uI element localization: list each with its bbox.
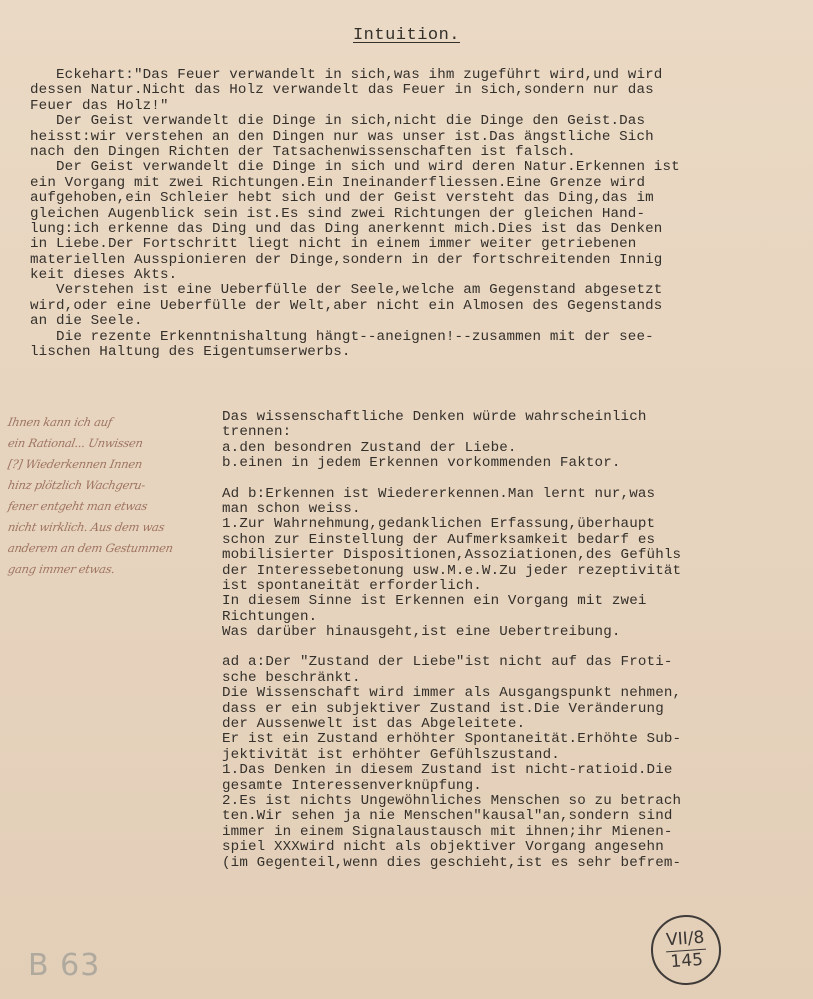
- margin-note-line: anderem an dem Gestummen: [6, 541, 175, 555]
- margin-note-line: [?] Wiederkennen Innen: [6, 457, 144, 471]
- text-line: 2.Es ist nichts Ungewöhnliches Menschen so zu betrach: [222, 792, 682, 809]
- margin-note-line: Ihnen kann ich auf: [6, 415, 114, 429]
- text-line: a.den besondren Zustand der Liebe.: [222, 439, 517, 456]
- text-line: jektivität ist erhöhter Gefühlszustand.: [222, 746, 560, 763]
- text-line: Die Wissenschaft wird immer als Ausgangspunkt nehmen,: [222, 685, 682, 702]
- handwritten-margin-note: [8, 412, 218, 580]
- text-line: (im Gegenteil,wenn dies geschieht,ist es sehr befrem-: [222, 854, 682, 871]
- text-line: wird,oder eine Ueberfülle der Welt,aber nicht ein Almosen des Gegenstands: [30, 297, 663, 314]
- text-line: Was darüber hinausgeht,ist eine Uebertreibung.: [222, 624, 621, 641]
- text-line: Eckehart:"Das Feuer verwandelt in sich,was ihm zugeführt wird,und wird: [30, 67, 663, 83]
- page-title: Intuition.: [352, 26, 461, 45]
- text-line: In diesem Sinne ist Erkennen ein Vorgang mit zwei: [222, 593, 647, 610]
- text-line: Feuer das Holz!": [30, 97, 169, 114]
- text-line: Er ist ein Zustand erhöhter Spontaneität.Erhöhte Sub-: [222, 731, 682, 748]
- text-line: der Interessebetonung usw.M.e.W.Zu jeder rezeptivität: [222, 562, 682, 579]
- text-line: materiellen Ausspionieren der Dinge,sondern in der fortschreitenden Innig: [30, 251, 663, 268]
- text-line: Der Geist verwandelt die Dinge in sich,nicht die Dinge den Geist.Das: [30, 113, 646, 130]
- text-line: ist spontaneität erforderlich.: [222, 577, 482, 594]
- text-line: aufgehoben,ein Schleier hebt sich und der Geist versteht das Ding,das im: [30, 190, 654, 207]
- text-line: heisst:wir verstehen an den Dingen nur was unser ist.Das ängstliche Sich: [30, 128, 654, 145]
- stamp-bottom-number: 145: [669, 949, 704, 972]
- main-text-block: [30, 68, 790, 360]
- margin-note-line: fener entgeht man etwas: [6, 499, 149, 513]
- text-line: mobilisierter Dispositionen,Assoziationen,des Gefühls: [222, 547, 682, 564]
- stamp-top-number: VII/8: [665, 927, 705, 950]
- text-line: Ad b:Erkennen ist Wiedererkennen.Man lernt nur,was: [222, 485, 656, 502]
- text-line: lischen Haltung des Eigentumserwerbs.: [30, 344, 351, 361]
- text-line: Das wissenschaftliche Denken würde wahrscheinlich: [222, 409, 647, 425]
- margin-note-line: nicht wirklich. Aus dem was: [6, 520, 166, 534]
- text-line: der Aussenwelt ist das Abgeleitete.: [222, 716, 526, 733]
- text-line: Der Geist verwandelt die Dinge in sich und wird deren Natur.Erkennen ist: [30, 159, 680, 176]
- text-line: lung:ich erkenne das Ding und das Ding anerkennt mich.Dies ist das Denken: [30, 220, 663, 237]
- text-line: Verstehen ist eine Ueberfülle der Seele,welche am Gegenstand abgesetzt: [30, 282, 663, 299]
- text-line: ein Vorgang mit zwei Richtungen.Ein Ineinanderfliessen.Eine Grenze wird: [30, 174, 646, 191]
- text-line: Die rezente Erkenntnishaltung hängt--aneignen!--zusammen mit der see-: [30, 328, 654, 345]
- margin-note-line: ein Rational... Unwissen: [6, 436, 144, 450]
- text-line: b.einen in jedem Erkennen vorkommenden Faktor.: [222, 455, 621, 472]
- text-line: nach den Dingen Richten der Tatsachenwissenschaften ist falsch.: [30, 143, 576, 160]
- margin-note-line: hinz plötzlich Wachgeru-: [6, 478, 147, 492]
- text-line: ad a:Der "Zustand der Liebe"ist nicht auf das Froti-: [222, 654, 673, 671]
- text-line: sche beschränkt.: [222, 669, 361, 686]
- text-line: gesamte Interessenverknüpfung.: [222, 777, 482, 794]
- text-line: dessen Natur.Nicht das Holz verwandelt das Feuer in sich,sondern nur das: [30, 82, 654, 99]
- text-line: Richtungen.: [222, 608, 318, 625]
- archive-stamp: [649, 913, 724, 988]
- text-line: keit dieses Akts.: [30, 267, 178, 284]
- text-line: in Liebe.Der Fortschritt liegt nicht in einem immer weiter getriebenen: [30, 236, 637, 253]
- text-line: schon zur Einstellung der Aufmerksamkeit bedarf es: [222, 531, 656, 548]
- text-line: trennen:: [222, 424, 292, 441]
- text-line: an die Seele.: [30, 313, 143, 330]
- text-line: immer in einem Signalaustausch mit ihnen;ihr Mienen-: [222, 823, 673, 840]
- text-line: man schon weiss.: [222, 500, 361, 517]
- margin-note-line: gang immer etwas.: [6, 562, 116, 576]
- text-line: dass er ein subjektiver Zustand ist.Die Veränderung: [222, 700, 664, 717]
- text-line: spiel XXXwird nicht als objektiver Vorgang angesehn: [222, 839, 664, 856]
- right-column-text: [222, 410, 782, 871]
- text-line: ten.Wir sehen ja nie Menschen"kausal"an,sondern sind: [222, 808, 673, 825]
- text-line: gleichen Augenblick sein ist.Es sind zwei Richtungen der gleichen Hand-: [30, 205, 646, 222]
- text-line: 1.Zur Wahrnehmung,gedanklichen Erfassung,überhaupt: [222, 516, 656, 533]
- archive-pencil-mark: B 63: [28, 948, 101, 983]
- text-line: 1.Das Denken in diesem Zustand ist nicht-ratioid.Die: [222, 762, 673, 779]
